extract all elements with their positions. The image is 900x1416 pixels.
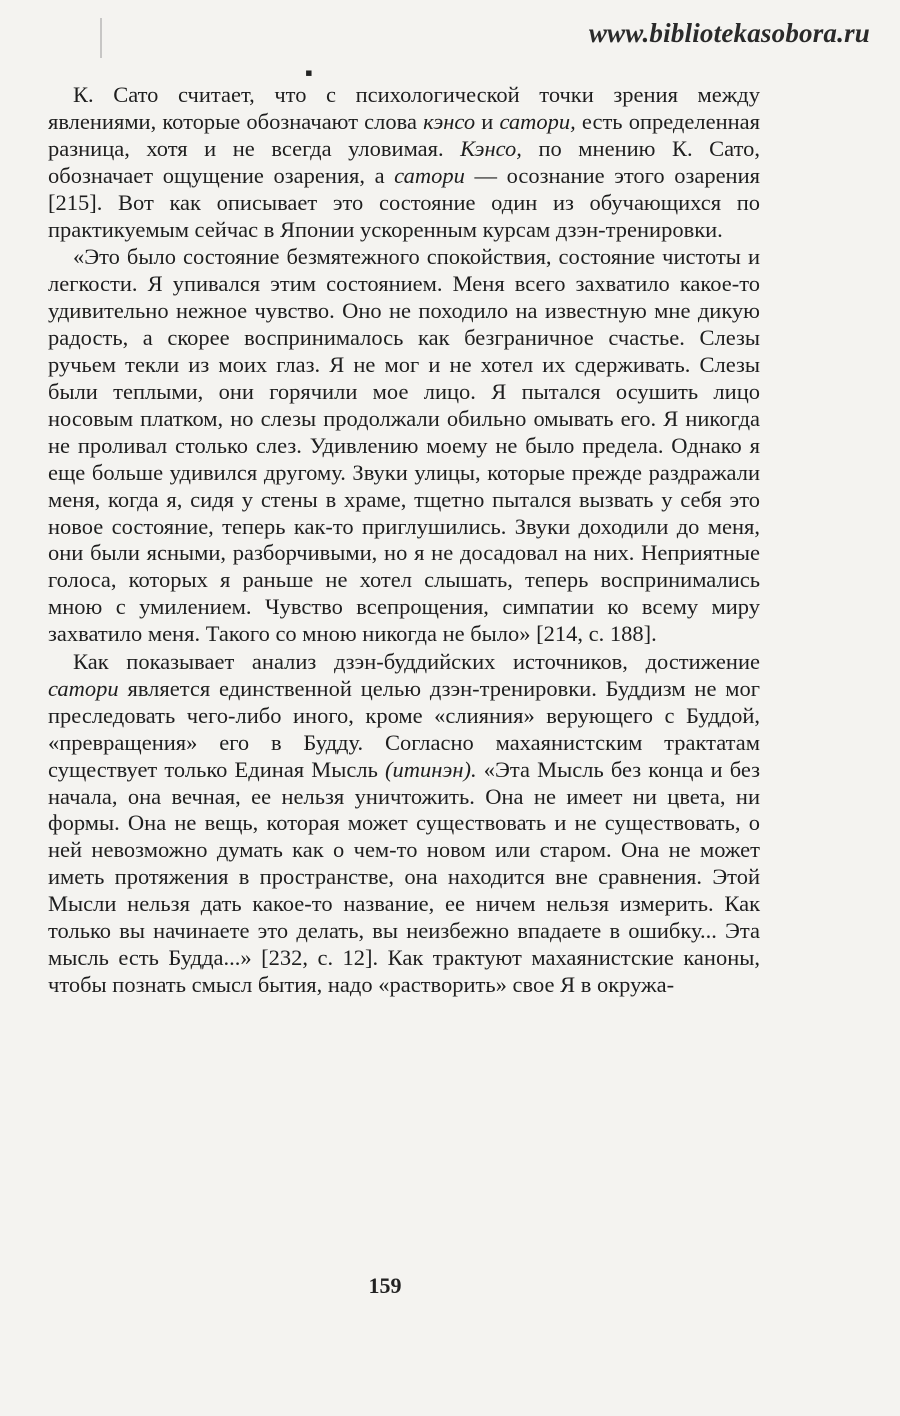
text-run: есть определенная разница, хотя и не всегда уловимая. [48,108,760,161]
paragraph [48,82,760,243]
text-run: — осознание этого озарения [215]. Вот как описывает это состояние один из обучающихся по практикуемым сейчас в Японии ускоренным курсам дзэн-тренировки. [48,162,760,242]
text-run: К. Сато считает, что с психологической точки зрения между явлениями, которые обозначают слова [48,82,760,134]
text-run: «Эта Мысль без конца и без начала, она вечная, ее нельзя уничтожить. Она не имеет ни цвета, ни формы. Она не вещь, которая может существовать и не существовать, о ней невозможно думать как о чем-то новом или старом. Она не может иметь протяжения в пространстве, она находится вне сравнения. Этой Мысли нельзя дать какое-то название, ее ничем нельзя измерить. Как только вы начинаете это делать, вы неизбежно впадаете в ошибку... Эта мысль есть Будда...» [232, с. 12]. Как трактуют махаянистские каноны, чтобы познать смысл бытия, надо «растворить» свое Я в окружа- [48,756,760,997]
text-run: является единственной целью дзэн-тренировки. Буддизм не мог преследовать чего-либо иного, кроме «слияния» верующего с Буддой, «превращения» его в Будду. Согласно махаянистским трактатам существует только Единая Мысль [48,675,760,782]
text-run: «Это было состояние безмятежного спокойствия, состояние чистоты и легкости. Я упивался этим состоянием. Меня всего захватило какое-то удивительно нежное чувство. Оно не походило на известную мне дикую радость, а скорее воспринималось как безграничное счастье. Слезы ручьем текли из моих глаз. Я не мог и не хотел их сдерживать. Слезы были теплыми, они горячили мое лицо. Я пытался осушить лицо носовым платком, но слезы продолжали обильно омывать его. Я никогда не проливал столько слез. Удивлению моему не было предела. Однако я еще больше удивился другому. Звуки улицы, которые прежде раздражали меня, когда я, сидя у стены в храме, тщетно пытался вызвать у себя это новое состояние, теперь как-то приглушились. Звуки доходили до меня, они были ясными, разборчивыми, но я не досадовал на них. Неприятные голоса, которых я раньше не хотел слышать, теперь воспринимались мною с умилением. Чувство всепрощения, симпатии ко всему миру захватило меня. Такого со мною никогда не было» [214, с. 188]. [48,244,760,647]
italic-term: Кэнсо, [460,135,522,161]
paragraph [48,244,760,648]
print-speck: ▪ [305,60,313,85]
italic-term: кэнсо [423,108,476,134]
page-number: 159 [368,1273,402,1298]
text-run: и [475,108,500,134]
scan-edge-mark [100,18,102,58]
text-run: по мнению К. Сато, обозначает ощущение озарения, а [48,135,760,188]
italic-term: сатори, [499,108,576,134]
page-body [48,82,760,999]
text-run: Как показывает анализ дзэн-буддийских источников, достижение [73,649,760,675]
italic-term: (итинэн). [385,756,477,782]
site-watermark: www.bibliotekasobora.ru [588,18,870,48]
italic-term: сатори [394,162,465,188]
paragraph [48,649,760,999]
italic-term: сатори [48,675,119,701]
